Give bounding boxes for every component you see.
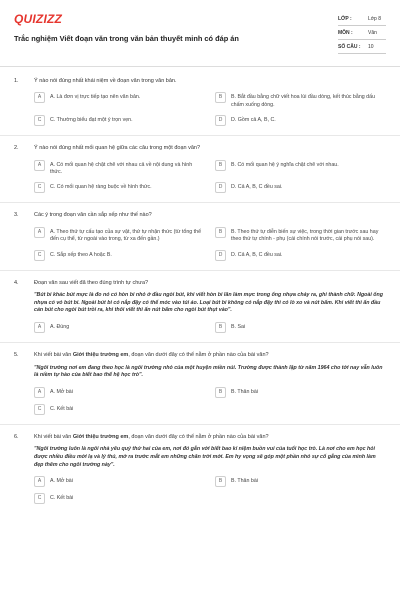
option-text: B. Bắt đầu bằng chữ viết hoa lùi đầu dòng, kết thúc bằng dấu chấm xuống dòng. (231, 94, 376, 108)
option-letter: B (215, 160, 226, 171)
option-letter: A (34, 92, 45, 103)
option-text: B. Theo thứ tự diễn biến sự việc, trong thời gian trước sau hay theo thứ tự chính - phụ (cái chính nói trước, cái phụ nói sau). (231, 228, 379, 243)
question-6 (14, 434, 386, 504)
question-text (34, 352, 386, 359)
question-4 (14, 280, 386, 333)
option-text: B. Có mối quan hệ ý nghĩa chặt chẽ với nhau. (231, 161, 339, 168)
question-text-pre: Khi viết bài văn (34, 352, 73, 359)
option-text: A. Là đơn vị trực tiếp tạo nên văn bản. (50, 94, 141, 101)
option-letter: A (34, 227, 45, 238)
option-text: C. Có mối quan hệ ràng buộc về hình thức. (50, 184, 152, 191)
option-d[interactable] (215, 250, 386, 261)
question-3 (14, 212, 386, 260)
option-text: D. Gồm cả A, B, C. (231, 117, 276, 124)
question-list (14, 78, 386, 504)
question-number: 1. (14, 78, 19, 84)
option-letter: C (34, 404, 45, 415)
question-text-post: , đoạn văn dưới đây có thể nằm ở phần nào của bài văn? (128, 433, 269, 440)
option-letter: A (34, 160, 45, 171)
meta-value: Văn (368, 29, 377, 36)
option-c[interactable] (34, 250, 205, 261)
question-divider (0, 270, 400, 271)
question-number: 2. (14, 145, 19, 152)
question-divider (0, 424, 400, 425)
question-divider (0, 135, 400, 136)
option-a[interactable] (34, 387, 205, 398)
question-number: 5. (14, 352, 19, 359)
option-letter: A (34, 322, 45, 333)
worksheet-header (14, 12, 386, 58)
meta-row-subject (338, 26, 386, 40)
question-text: Đoạn văn sau viết đã theo đúng trình tự chưa? (34, 279, 149, 286)
option-text: A. Mở bài (50, 388, 73, 395)
option-c[interactable] (34, 182, 205, 193)
quizizz-logo: QUIZIZZ (14, 12, 63, 26)
option-b[interactable] (215, 387, 386, 398)
question-number: 6. (14, 433, 19, 440)
option-text: C. Thường biểu đạt một ý trọn vẹn. (50, 117, 133, 124)
question-1 (14, 78, 386, 126)
option-text: A. Mở bài (50, 478, 73, 485)
option-b[interactable] (215, 322, 386, 333)
option-text: B. Sai (231, 324, 246, 331)
meta-row-class (338, 12, 386, 26)
question-5 (14, 352, 386, 415)
option-d[interactable] (215, 115, 386, 126)
question-text (34, 434, 386, 441)
question-text-post: , đoạn văn dưới đây có thể nằm ở phần nào của bài văn? (128, 352, 269, 359)
meta-key: SỐ CÂU : (338, 43, 361, 50)
question-text-bold: Giới thiệu trường em (72, 433, 129, 440)
meta-key: LỚP : (338, 15, 352, 22)
option-a[interactable] (34, 227, 205, 244)
option-c[interactable] (34, 404, 205, 415)
question-passage: "Ngôi trường luôn là ngôi nhà yêu quý thứ hai của em, nơi đó gắn với biết bao kỉ niệm buồn vui của tuổi học trò. Là nơi cho em học hỏi được nhiều điều mới lạ và lý thú, mở ra trước mắt em những chân trời mới. Em hy vọng sẽ góp một phần nhỏ sự cố gắng của mình làm đẹp thêm cho ngôi trường này". (34, 446, 376, 468)
option-a[interactable] (34, 92, 205, 109)
option-letter: C (34, 250, 45, 261)
question-text: Các ý trong đoạn văn cần sắp xếp như thế nào? (34, 212, 152, 219)
option-a[interactable] (34, 322, 205, 333)
option-letter: A (34, 387, 45, 398)
option-c[interactable] (34, 115, 205, 126)
option-c[interactable] (34, 493, 205, 504)
option-a[interactable] (34, 476, 205, 487)
option-letter: D (215, 182, 226, 193)
question-text-pre: Khi viết bài văn (34, 433, 73, 440)
question-text: Ý nào nói đúng nhất mối quan hệ giữa các câu trong một đoạn văn? (34, 145, 201, 152)
option-text: D. Cả A, B, C đều sai. (231, 251, 283, 258)
meta-row-count (338, 40, 386, 54)
option-letter: B (215, 227, 226, 238)
option-text: C. Kết bài (50, 405, 74, 412)
option-letter: B (215, 387, 226, 398)
option-letter: D (215, 115, 226, 126)
option-letter: A (34, 476, 45, 487)
option-b[interactable] (215, 476, 386, 487)
option-b[interactable] (215, 92, 386, 109)
option-text: C. Kết bài (50, 495, 74, 502)
question-number: 3. (14, 212, 19, 219)
option-letter: C (34, 115, 45, 126)
question-passage: "Bút bi khác bút mực là đo nó có hòn bi nhỏ ở đầu ngòi bút, khi viết hòn bi lăn làm mực trong ống nhựa chảy ra, ghi thành chữ. Ngoài ống nhựa có vỏ bút bi. Ngoài bút bi có nắp đậy có thể móc vào túi áo. Loại bút bi không có nắp đậy thì có lò xo và nút bấm. Khi viết thì ấn đầu cán bút cho ngòi bút trồi ra, khi thôi viết thì ấn nút bấm cho ngòi bút thụt vào". (34, 292, 384, 314)
option-text: A. Đúng (50, 324, 70, 331)
option-letter: C (34, 493, 45, 504)
option-d[interactable] (215, 182, 386, 193)
question-divider (0, 342, 400, 343)
option-text: C. Sắp xếp theo A hoặc B. (50, 251, 112, 258)
worksheet-title: Trắc nghiệm Viết đoạn văn trong văn bản thuyết minh có đáp án (14, 34, 239, 43)
question-divider (0, 202, 400, 203)
header-divider (0, 66, 400, 67)
option-letter: B (215, 92, 226, 103)
option-letter: C (34, 182, 45, 193)
meta-value: 10 (368, 43, 374, 50)
option-text: B. Thân bài (231, 478, 258, 485)
option-a[interactable] (34, 160, 205, 177)
question-number: 4. (14, 279, 19, 286)
option-b[interactable] (215, 227, 386, 244)
option-text: A. Có mối quan hệ chặt chẽ với nhau cả về nội dung và hình thức. (50, 161, 193, 176)
meta-value: Lớp 8 (368, 15, 382, 22)
option-text: B. Thân bài (231, 388, 258, 395)
option-letter: B (215, 476, 226, 487)
question-text: Ý nào nói đúng nhất khái niệm về đoạn văn trong văn bản. (34, 78, 177, 84)
question-text-bold: Giới thiệu trường em (72, 352, 129, 359)
meta-table (338, 12, 386, 54)
question-2 (14, 145, 386, 193)
option-b[interactable] (215, 160, 386, 177)
option-letter: B (215, 322, 226, 333)
option-text: A. Theo thứ tự cấu tạo của sự vật, thứ tự nhận thức (từ tổng thể đến cụ thể, từ ngoài vào trong, từ xa đến gần.) (50, 228, 202, 243)
option-text: D. Cả A, B, C đều sai. (231, 184, 283, 191)
option-letter: D (215, 250, 226, 261)
meta-key: MÔN : (338, 29, 353, 36)
question-passage: "Ngôi trường nơi em đang theo học là ngôi trường nhỏ của một huyện miền núi. Trường được thành lập từ năm 1964 cho tới nay vẫn luôn là niềm tự hào của biết bao thế hệ học trò". (34, 364, 383, 379)
